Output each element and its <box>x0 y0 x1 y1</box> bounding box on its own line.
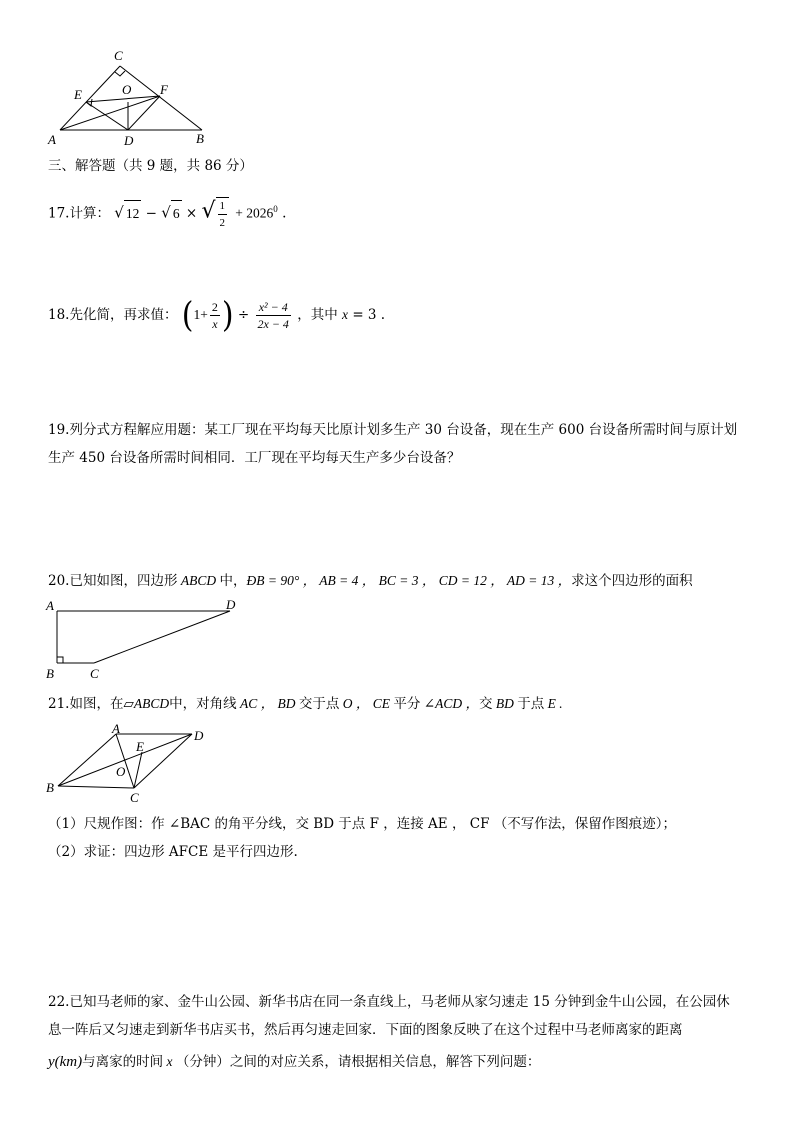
label-b: B <box>46 666 54 681</box>
label-d: D <box>226 597 236 612</box>
label-o: O <box>122 82 132 97</box>
section-title: 三、解答题（共 9 题，共 86 分） <box>48 158 253 174</box>
label-o: O <box>116 764 126 779</box>
question-18: 18.先化简，再求值： (1+ $\frac{2}{x}$ ) ÷ $\frac{\text{x² − 4}}{2x - 4}$ ，其中 x = 3 . <box>48 294 386 336</box>
label-d: D <box>124 133 134 148</box>
label-c: C <box>114 48 123 63</box>
label-b: B <box>46 780 54 795</box>
quadrilateral-figure <box>40 594 250 684</box>
question-21: 21.如图，在▱ABCD中，对角线 AC ， BD 交于点 O ， CE 平分 ∠ACD ，交 BD 于点 E . <box>48 696 563 712</box>
question-19-line2: 生产 450 台设备所需时间相同．工厂现在平均每天生产多少台设备？ <box>48 450 461 466</box>
question-20: 20.已知如图，四边形 ABCD 中，ÐB = 90° ， AB = 4 ， BC = 3 ， CD = 12 ， AD = 13 ，求这个四边形的面积 <box>48 573 693 589</box>
label-f: F <box>160 82 168 97</box>
question-19-line1: 19.列分式方程解应用题：某工厂现在平均每天比原计划多生产 30 台设备，现在生产 600 台设备所需时间与原计划 <box>48 422 738 438</box>
question-17: 17.计算： √ 12 − √ 6 × √ $\frac{1}{2}$ + $2026^0$ . <box>48 198 287 229</box>
label-a: A <box>46 598 54 613</box>
label-b: B <box>196 131 204 146</box>
label-a: A <box>48 132 56 147</box>
label-e: E <box>74 87 82 102</box>
question-21-part2: （2）求证：四边形 AFCE 是平行四边形. <box>48 844 298 860</box>
question-21-part1: （1）尺规作图：作 ∠BAC 的角平分线，交 BD 于点 F ，连接 AE ， CF （不写作法，保留作图痕迹）； <box>48 816 676 832</box>
triangle-figure <box>40 44 220 148</box>
question-22-line1: 22.已知马老师的家、金牛山公园、新华书店在同一条直线上，马老师从家匀速走 15 分钟到金牛山公园，在公园休 <box>48 994 730 1010</box>
label-e: E <box>136 739 144 754</box>
label-c: C <box>130 790 139 804</box>
label-a: A <box>112 721 120 736</box>
label-d: D <box>194 728 204 743</box>
question-22-line3: y(km)与离家的时间 x （分钟）之间的对应关系，请根据相关信息，解答下列问题： <box>48 1054 541 1070</box>
question-22-line2: 息一阵后又匀速走到新华书店买书，然后再匀速走回家．下面的图象反映了在这个过程中马老师离家的距离 <box>48 1022 683 1038</box>
parallelogram-figure <box>40 718 220 804</box>
label-c: C <box>90 666 99 681</box>
